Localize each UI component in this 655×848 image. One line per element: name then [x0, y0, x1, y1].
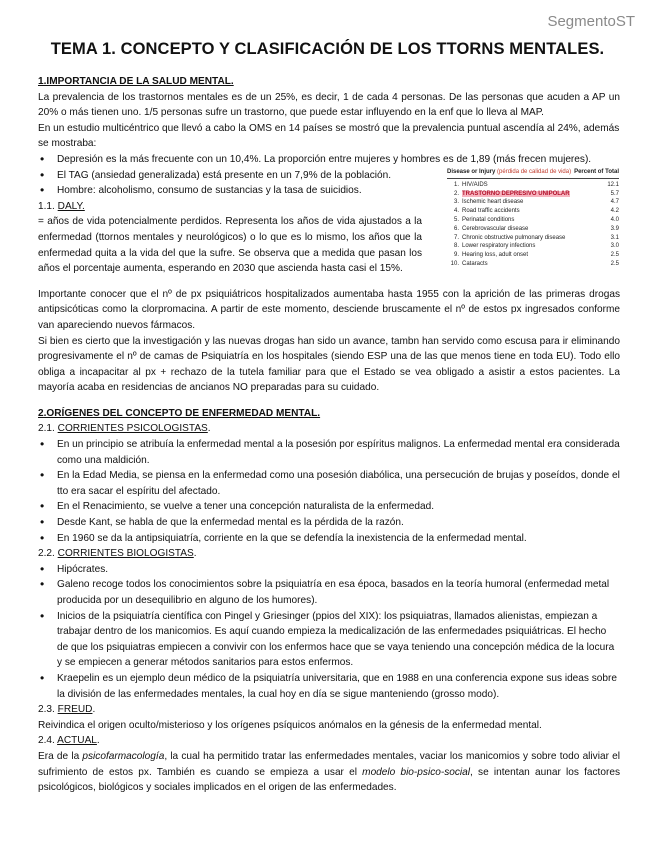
table-col-percent: Percent of Total — [574, 169, 619, 175]
subsection-number: 2.1. — [38, 423, 55, 435]
disease-name: Chronic obstructive pulmonary disease — [462, 234, 566, 241]
subsection-2-3-heading: 2.3. FREUD. — [38, 704, 96, 716]
emphasis: psicofarmacología — [82, 750, 165, 762]
disease-name: Ischemic heart disease — [462, 199, 524, 206]
row-number: 8. — [453, 243, 459, 250]
table-cell-percent: 12.1 — [607, 181, 619, 188]
paragraph: = años de vida potencialmente perdidos. Representa los años de vida ajustados a la enfermedad (ttornos mentales y neurológicos) o lo que es lo mismo, los años que la enfermedad quita a la vida del que la sufre. Se observa que a medida que pasan los años el porcentaje aumenta, esperando en 2030 que ascienda hasta casi el 15%. — [38, 216, 422, 275]
watermark: SegmentoST — [547, 13, 635, 30]
disease-name: Perinatal conditions — [462, 216, 515, 223]
disease-name: HIV/AIDS — [462, 181, 488, 188]
document-body — [38, 74, 620, 796]
disease-name: Cerebrovascular disease — [462, 225, 529, 232]
list-item: • En 1960 se da la antipsiquiatría, corriente en la que se defendía la inexistencia de la enfermedad mental. — [38, 531, 620, 547]
row-number: 10. — [450, 260, 459, 267]
disease-name: Road traffic accidents — [462, 208, 520, 215]
row-number: 2. — [453, 190, 459, 197]
table-cell-percent: 4.0 — [610, 216, 619, 223]
subsection-label: CORRIENTES PSICOLOGISTAS — [57, 423, 208, 435]
section-1-heading-text: 1.IMPORTANCIA DE LA SALUD MENTAL. — [38, 76, 234, 87]
list-item: • Hombre: alcoholismo, consumo de sustancias y la tasa de suicidios. — [38, 183, 620, 199]
text-run: Era de la — [38, 750, 83, 762]
row-number: 5. — [453, 216, 459, 223]
row-number: 3. — [453, 199, 459, 206]
subsection-label: DALY. — [57, 200, 85, 212]
disease-name: TRASTORNO DEPRESIVO UNIPOLAR — [462, 190, 570, 197]
section-2-heading-text: 2.ORÍGENES DEL CONCEPTO DE ENFERMEDAD MENTAL. — [38, 407, 321, 419]
table-cell-percent: 3.1 — [610, 234, 619, 241]
list-item: • Kraepelin es un ejemplo deun médico de la psiquiatría universitaria, que en 1988 en una conferencia expone sus ideas sobre la división de las enfermedades mentales, la cual hoy en día se sigue manteniendo (grosso modo). — [38, 671, 620, 702]
list-item: • Inicios de la psiquiatría científica con Pingel y Griesinger (ppios del XIX): los psiquiatras, llamados alienistas, empiezan a trabajar dentro de los manicomios. Es aquí cuando empieza la medicalización de las enfermedades psiquiátricas. El hecho de que los psiquiatras empiecen a convivir con los enfermos hace que se vaya teniendo una concepción médica de la locura y se empiecen a generar métodos sanitarios para estos enfermos. — [38, 609, 620, 671]
paragraph: La prevalencia de los trastornos mentales es de un 25%, es decir, 1 de cada 4 personas. De las personas que acuden a AP un 20% o más tienen uno. 1/5 personas sufre un trastorno, que puede estar influyendo en la enf que lo lleva al MAP. — [38, 91, 620, 119]
list-item: • Desde Kant, se habla de que la enfermedad mental es la pérdida de la razón. — [38, 515, 620, 531]
subsection-number: 2.3. — [38, 704, 55, 716]
list-item: • Depresión es la más frecuente con un 10,4%. La proporción entre mujeres y hombres es de 1,89 (más frecen mujeres). — [38, 152, 620, 168]
table-cell-percent: 5.7 — [610, 190, 619, 197]
page-title: TEMA 1. CONCEPTO Y CLASIFICACIÓN DE LOS TTORNS MENTALES. — [50, 40, 605, 58]
subsection-number: 2.2. — [38, 548, 55, 560]
bullet-list — [38, 562, 620, 702]
table-col-disease-sub: (pérdida de calidad de vida) — [497, 169, 572, 175]
text-run: , se intentan aunar los factores psicológicos, biológicos y sociales implicados en el origen de las enfermedades. — [38, 766, 621, 794]
table-cell-percent: 2.5 — [610, 260, 619, 267]
emphasis: modelo bio-psico-social — [362, 766, 471, 778]
list-item: • El TAG (ansiedad generalizada) está presente en un 7,9% de la población. — [38, 168, 620, 184]
row-number: 6. — [453, 225, 459, 232]
subsection-2-2-heading: 2.2. CORRIENTES BIOLOGISTAS. — [38, 548, 197, 560]
list-item: • Hipócrates. — [38, 562, 620, 578]
bullet-list — [38, 437, 620, 546]
table-cell-percent: 2.5 — [610, 252, 619, 259]
disease-name: Cataracts — [462, 260, 488, 267]
table-cell-percent: 4.7 — [610, 199, 619, 206]
subsection-number: 2.4. — [38, 735, 55, 747]
disease-name: Hearing loss, adult onset — [462, 252, 529, 259]
row-number: 4. — [453, 208, 459, 215]
list-item: • En la Edad Media, se piensa en la enfermedad como una posesión diabólica, una persecución de brujas y poseídos, donde el tto era sacar el espíritu del afectado. — [38, 468, 620, 499]
list-item: • En el Renacimiento, se vuelve a tener una concepción naturalista de la enfermedad. — [38, 499, 620, 515]
section-2-heading — [38, 406, 620, 422]
text-run: , la cual ha permitido tratar las enfermedades mentales, vaciar los manicomios y sobre todo aliviar el sufrimiento de estos px. También es cuando se empieza a usar el — [38, 750, 620, 778]
table-cell-percent: 4.2 — [610, 208, 619, 215]
subsection-label: ACTUAL — [57, 735, 97, 747]
bullet-list — [38, 152, 620, 199]
table-cell-percent: 3.0 — [610, 243, 619, 250]
row-number: 9. — [453, 252, 459, 259]
paragraph — [38, 749, 620, 796]
subsection-1-1-heading — [38, 199, 620, 215]
list-item: • Galeno recoge todos los conocimientos sobre la psiquiatría en esa época, basados en la teoría humoral (enfermedad metal producida por un desequilibrio en alguno de los humores). — [38, 577, 620, 608]
paragraph: Si bien es cierto que la investigación y las nuevas drogas han sido un avance, tambn han servido como escusa para ir eliminando progresivamente el nº de camas de Psiquiatría en los hospitales (siendo ESP una de las que menos tiene en toda EU). Todo ello obliga a incapacitar al px + rechazo de la tutela familiar para que el Estado se vea obligado a asistir a estos pacientes. La mayoría acaba en residencias de ancianos NO preparadas para su cuidado. — [38, 335, 620, 394]
paragraph: Importante conocer que el nº de px psiquiátricos hospitalizados aumentaba hasta 1955 con la aprición de las primeras drogas antipsicóticas como la clorpromacina. A partir de este momento, desciende bruscamente el nº de estos px ingresados conforme van apareciendo nuevos fármacos. — [38, 288, 620, 331]
disease-name: Lower respiratory infections — [462, 243, 536, 250]
subsection-2-1-heading: 2.1. CORRIENTES PSICOLOGISTAS. — [38, 423, 211, 435]
table-cell-percent: 3.9 — [610, 225, 619, 232]
section-1-heading — [38, 74, 620, 90]
subsection-2-4-heading: 2.4. ACTUAL. — [38, 735, 100, 747]
paragraph: Reivindica el origen oculto/misterioso y los orígenes psíquicos anómalos en la génesis de la enfermedad mental. — [38, 719, 542, 731]
table-col-disease-label: Disease or Injury — [447, 169, 496, 175]
row-number: 1. — [453, 181, 459, 188]
row-number: 7. — [453, 234, 459, 241]
list-item: • En un principio se atribuía la enfermedad mental a la posesión por espíritus malignos. La enfermedad mental era considerada como una maldición. — [38, 437, 620, 468]
paragraph: En un estudio multicéntrico que llevó a cabo la OMS en 14 países se mostró que la prevalencia puntual ascendía al 24%, además se mostraba: — [38, 122, 620, 150]
subsection-label: FREUD — [57, 704, 93, 716]
subsection-number: 1.1. — [38, 200, 55, 212]
subsection-label: CORRIENTES BIOLOGISTAS — [57, 548, 194, 560]
